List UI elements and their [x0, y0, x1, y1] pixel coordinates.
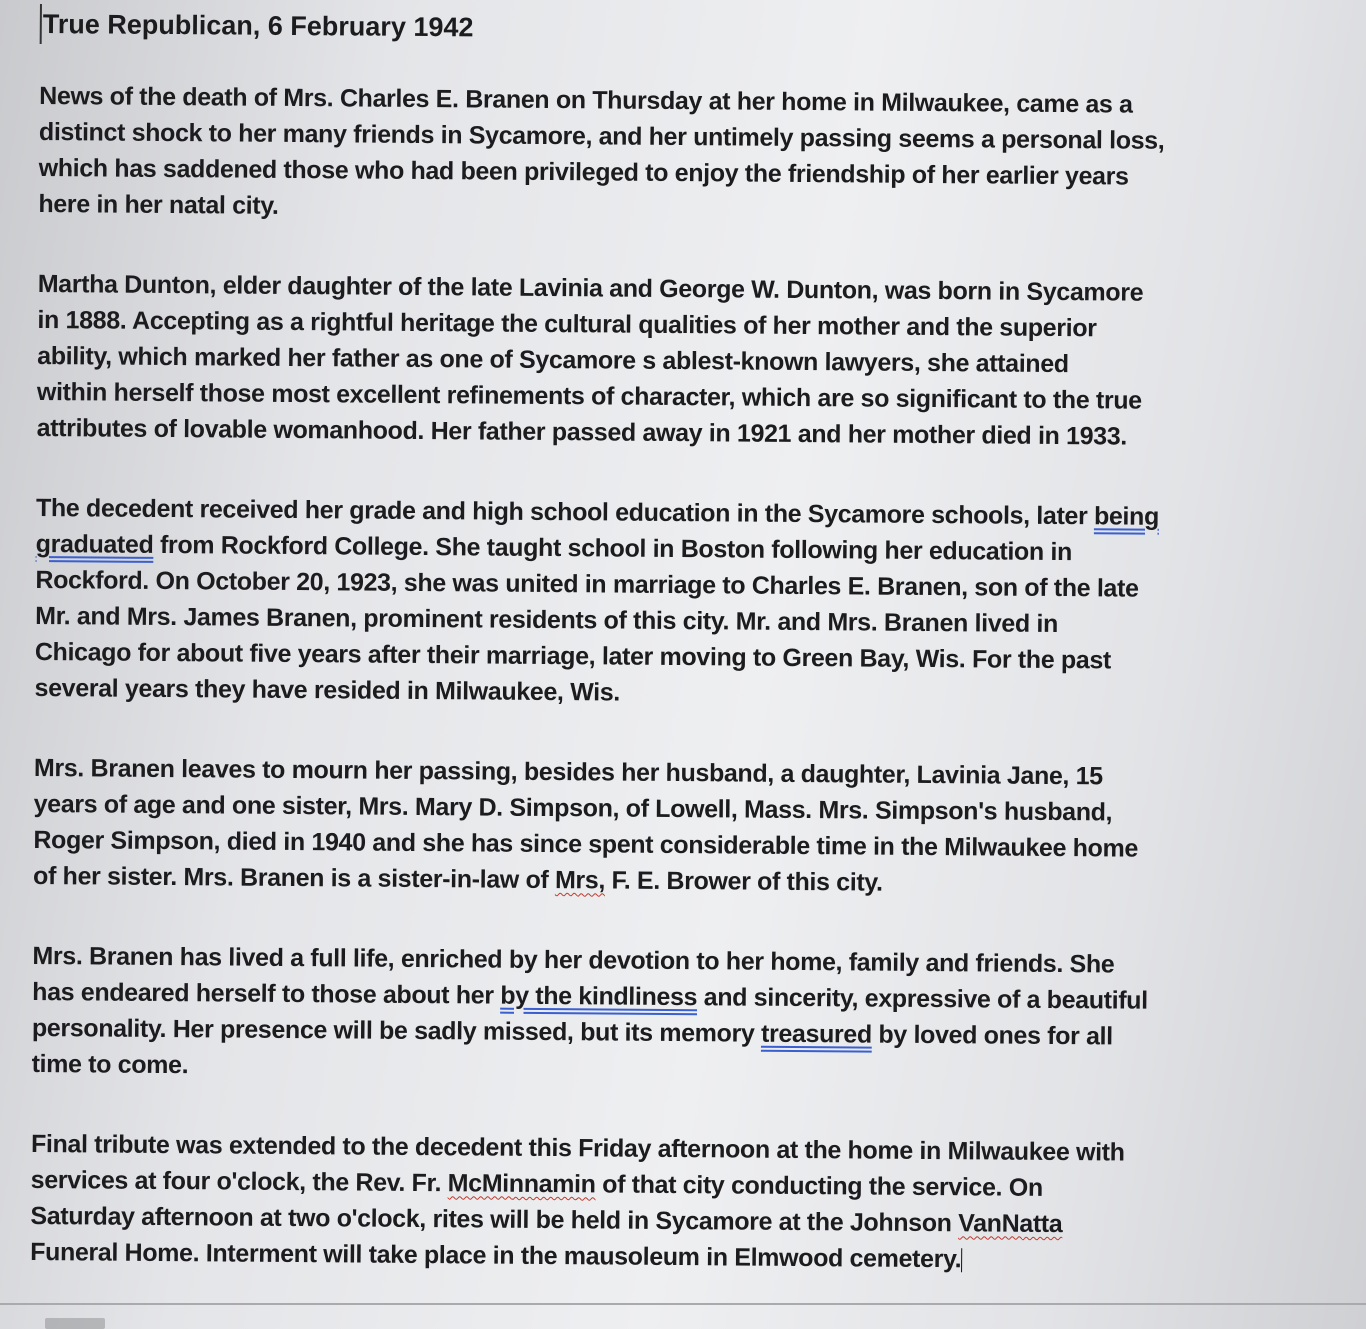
text-line[interactable]: personality. Her presence will be sadly missed, but its memory treasured by loved ones for all: [31, 1013, 1113, 1051]
text-line[interactable]: graduated from Rockford College. She taught school in Boston following her education in: [35, 529, 1073, 567]
text-line[interactable]: ability, which marked her father as one of Sycamore s ablest-known lawyers, she attained: [37, 341, 1069, 379]
page-break-divider: [0, 1303, 1366, 1305]
document-title[interactable]: True Republican, 6 February 1942: [40, 4, 1360, 54]
text-line[interactable]: here in her natal city.: [38, 189, 279, 220]
spelling-error-mark[interactable]: VanNatta: [958, 1209, 1063, 1239]
text-line[interactable]: years of age and one sister, Mrs. Mary D. Simpson, of Lowell, Mass. Mrs. Simpson's husband,: [33, 789, 1113, 827]
grammar-suggestion-mark[interactable]: treasured: [760, 1019, 872, 1049]
text-cursor: [961, 1249, 962, 1273]
paragraph[interactable]: [36, 266, 1357, 456]
text-line[interactable]: distinct shock to her many friends in Sycamore, and her untimely passing seems a personal loss,: [38, 117, 1165, 155]
text-line[interactable]: Funeral Home. Interment will take place in the mausoleum in Elmwood cemetery.: [30, 1237, 962, 1274]
text-line[interactable]: Mr. and Mrs. James Branen, prominent residents of this city. Mr. and Mrs. Branen lived in: [35, 601, 1059, 639]
paragraph[interactable]: [30, 1126, 1351, 1280]
document-body[interactable]: [30, 78, 1359, 1280]
paragraph[interactable]: [33, 750, 1354, 904]
text-line[interactable]: has endeared herself to those about her by the kindliness and sincerity, expressive of a beautiful: [32, 977, 1148, 1015]
text-line[interactable]: Roger Simpson, died in 1940 and she has since spent considerable time in the Milwaukee home: [33, 825, 1139, 863]
document-page[interactable]: [30, 0, 1360, 1280]
paragraph[interactable]: [38, 78, 1359, 232]
text-line[interactable]: attributes of lovable womanhood. Her father passed away in 1921 and her mother died in 1933.: [36, 413, 1128, 451]
text-line[interactable]: Final tribute was extended to the decedent this Friday afternoon at the home in Milwaukee with: [30, 1129, 1125, 1167]
text-line[interactable]: Mrs. Branen leaves to mourn her passing, besides her husband, a daughter, Lavinia Jane, 15: [33, 753, 1103, 791]
spelling-error-mark[interactable]: Mrs,: [554, 866, 606, 895]
text-line[interactable]: time to come.: [31, 1049, 189, 1080]
spelling-error-mark[interactable]: McMinnamin: [447, 1169, 596, 1199]
grammar-suggestion-mark[interactable]: graduated: [35, 529, 154, 559]
text-line[interactable]: The decedent received her grade and high school education in the Sycamore schools, later being: [35, 493, 1160, 531]
text-line[interactable]: Saturday afternoon at two o'clock, rites will be held in Sycamore at the Johnson VanNatta: [30, 1201, 1063, 1239]
text-line[interactable]: within herself those most excellent refinements of character, which are so significant to the true: [36, 377, 1142, 415]
text-line[interactable]: Mrs. Branen has lived a full life, enriched by her devotion to her home, family and friends. She: [32, 941, 1115, 979]
paragraph[interactable]: [32, 938, 1353, 1092]
text-line[interactable]: Martha Dunton, elder daughter of the late Lavinia and George W. Dunton, was born in Sycamore: [37, 269, 1144, 307]
text-line[interactable]: News of the death of Mrs. Charles E. Branen on Thursday at her home in Milwaukee, came as a: [39, 81, 1133, 119]
text-line[interactable]: Chicago for about five years after their marriage, later moving to Green Bay, Wis. For the past: [34, 637, 1112, 675]
text-line[interactable]: Rockford. On October 20, 1923, she was united in marriage to Charles E. Branen, son of the late: [35, 565, 1139, 603]
grammar-suggestion-mark[interactable]: by the kindliness: [500, 981, 698, 1012]
next-page-text-fragment: [45, 1318, 105, 1329]
text-line[interactable]: several years they have resided in Milwaukee, Wis.: [34, 673, 621, 707]
text-line[interactable]: services at four o'clock, the Rev. Fr. McMinnamin of that city conducting the service. On: [30, 1165, 1043, 1202]
text-line[interactable]: which has saddened those who had been privileged to enjoy the friendship of her earlier years: [38, 153, 1129, 191]
paragraph[interactable]: [34, 490, 1356, 716]
text-line[interactable]: in 1888. Accepting as a rightful heritage the cultural qualities of her mother and the superior: [37, 305, 1097, 343]
grammar-suggestion-mark[interactable]: being: [1093, 502, 1160, 531]
text-line[interactable]: of her sister. Mrs. Branen is a sister-in-law of Mrs, F. E. Brower of this city.: [33, 861, 883, 897]
